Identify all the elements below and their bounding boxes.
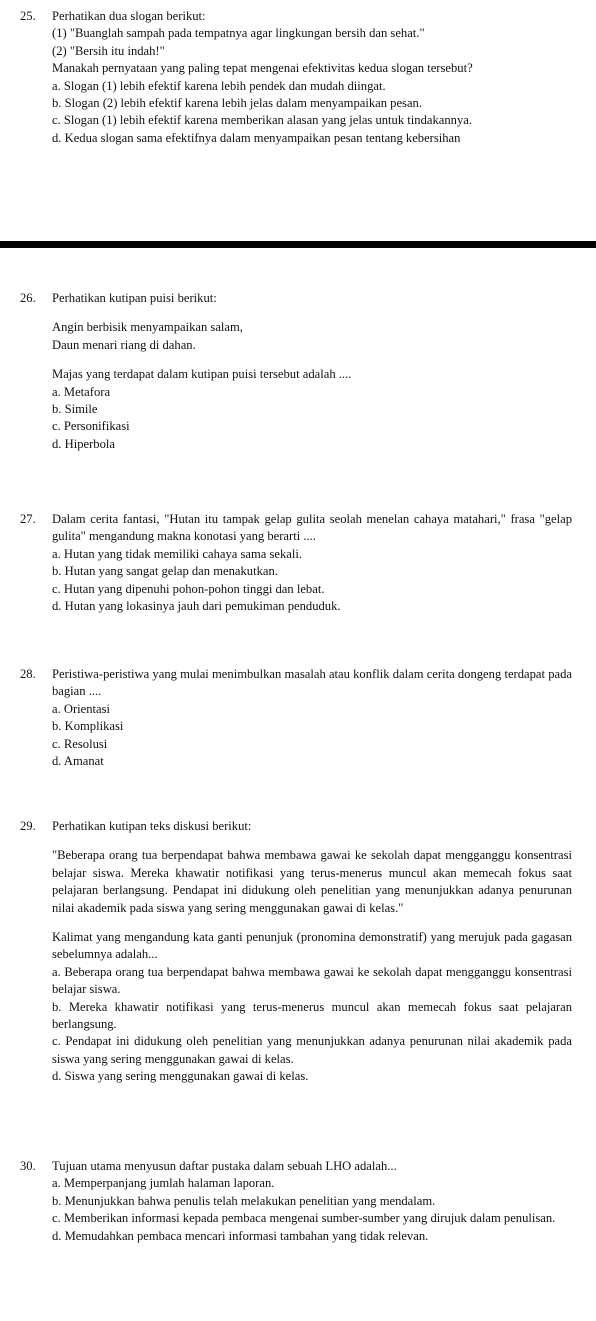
option-c[interactable]: c. Hutan yang dipenuhi pohon-pohon tinggi dan lebat. <box>52 581 325 596</box>
question-text: Manakah pernyataan yang paling tepat mengenai efektivitas kedua slogan tersebut? <box>52 61 473 76</box>
option-d[interactable]: d. Hiperbola <box>52 436 115 451</box>
option-b[interactable]: b. Menunjukkan bahwa penulis telah melakukan penelitian yang mendalam. <box>52 1193 436 1208</box>
question-number: 28. <box>20 667 36 681</box>
option-b[interactable]: b. Simile <box>52 402 98 417</box>
question-stem <box>0 666 596 701</box>
poem-line-2: Daun menari riang di dahan. <box>52 337 196 352</box>
option-d[interactable]: d. Siswa yang sering menggunakan gawai di kelas. <box>52 1069 309 1084</box>
question-stem <box>0 818 596 835</box>
option-b[interactable]: b. Komplikasi <box>52 719 124 734</box>
question-stem <box>0 8 596 25</box>
question-30 <box>0 1158 596 1245</box>
option-d[interactable]: d. Memudahkan pembaca mencari informasi tambahan yang tidak relevan. <box>52 1228 429 1243</box>
option-c[interactable]: c. Resolusi <box>52 736 108 751</box>
question-number: 29. <box>20 819 36 833</box>
question-27 <box>0 511 596 615</box>
option-a[interactable]: a. Memperpanjang jumlah halaman laporan. <box>52 1176 275 1191</box>
option-b[interactable]: b. Slogan (2) lebih efektif karena lebih jelas dalam menyampaikan pesan. <box>52 96 422 111</box>
question-prompt: Peristiwa-peristiwa yang mulai menimbulkan masalah atau konflik dalam cerita dongeng terdapat pada bagian .... <box>52 667 572 699</box>
question-number: 26. <box>20 291 36 305</box>
question-prompt: Tujuan utama menyusun daftar pustaka dalam sebuah LHO adalah... <box>52 1159 397 1173</box>
option-a[interactable]: a. Metafora <box>52 384 111 399</box>
question-25 <box>0 8 596 147</box>
question-text: Majas yang terdapat dalam kutipan puisi tersebut adalah .... <box>52 367 352 382</box>
question-number: 30. <box>20 1159 36 1173</box>
question-prompt: Perhatikan kutipan teks diskusi berikut: <box>52 819 252 833</box>
question-number: 27. <box>20 512 36 526</box>
question-prompt: Perhatikan dua slogan berikut: <box>52 9 206 23</box>
section-divider <box>0 241 596 248</box>
question-number: 25. <box>20 9 36 23</box>
option-a[interactable]: a. Slogan (1) lebih efektif karena lebih pendek dan mudah diingat. <box>52 78 386 93</box>
question-26 <box>0 290 596 453</box>
question-text: Kalimat yang mengandung kata ganti penunjuk (pronomina demonstratif) yang merujuk pada gagasan sebelumnya adalah... <box>52 930 572 962</box>
question-stem <box>0 511 596 546</box>
question-prompt: Dalam cerita fantasi, "Hutan itu tampak gelap gulita seolah menelan cahaya matahari," frasa "gelap gulita" mengandung makna konotasi yang berarti .... <box>52 512 572 544</box>
option-c[interactable]: c. Personifikasi <box>52 419 130 434</box>
slogan-2: (2) "Bersih itu indah!" <box>52 43 165 58</box>
discussion-passage: "Beberapa orang tua berpendapat bahwa membawa gawai ke sekolah dapat mengganggu konsentrasi belajar siswa. Mereka khawatir notifikasi yang terus-menerus muncul akan memecah fokus saat pelajaran berlangsung. Pendapat ini didukung oleh penelitian yang menunjukkan adanya penurunan nilai akademik pada siswa yang sering menggunakan gawai di kelas." <box>52 848 572 915</box>
option-a[interactable]: a. Hutan yang tidak memiliki cahaya sama sekali. <box>52 546 303 561</box>
option-d[interactable]: d. Amanat <box>52 754 104 769</box>
poem-line-1: Angin berbisik menyampaikan salam, <box>52 320 243 335</box>
option-b[interactable]: b. Mereka khawatir notifikasi yang terus-menerus muncul akan memecah fokus saat pelajaran berlangsung. <box>52 999 572 1032</box>
option-a[interactable]: a. Beberapa orang tua berpendapat bahwa membawa gawai ke sekolah dapat mengganggu konsentrasi belajar siswa. <box>52 964 572 997</box>
slogan-1: (1) "Buanglah sampah pada tempatnya agar lingkungan bersih dan sehat." <box>52 26 425 41</box>
question-stem <box>0 290 596 307</box>
option-c[interactable]: c. Memberikan informasi kepada pembaca mengenai sumber-sumber yang dirujuk dalam penulisan. <box>52 1211 556 1226</box>
option-d[interactable]: d. Kedua slogan sama efektifnya dalam menyampaikan pesan tentang kebersihan <box>52 130 461 145</box>
option-b[interactable]: b. Hutan yang sangat gelap dan menakutkan. <box>52 564 278 579</box>
question-prompt: Perhatikan kutipan puisi berikut: <box>52 291 217 305</box>
question-28 <box>0 666 596 770</box>
option-a[interactable]: a. Orientasi <box>52 701 111 716</box>
question-stem <box>0 1158 596 1175</box>
option-c[interactable]: c. Slogan (1) lebih efektif karena memberikan alasan yang jelas untuk tindakannya. <box>52 113 472 128</box>
question-29 <box>0 818 596 1086</box>
option-d[interactable]: d. Hutan yang lokasinya jauh dari pemukiman penduduk. <box>52 599 341 614</box>
option-c[interactable]: c. Pendapat ini didukung oleh penelitian yang menunjukkan adanya penurunan nilai akademik pada siswa yang sering menggunakan gawai di kelas. <box>52 1034 572 1066</box>
